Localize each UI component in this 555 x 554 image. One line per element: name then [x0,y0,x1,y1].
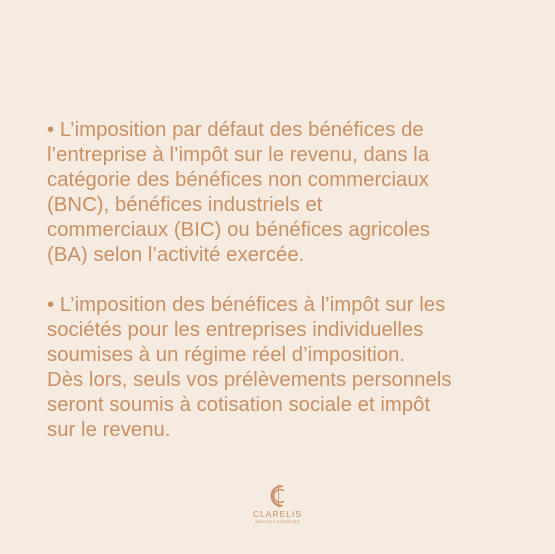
text-line: sur le revenu. [47,419,171,441]
text-line: • L’imposition des bénéfices à l’impôt sur les [47,294,446,316]
paragraph-corporate-tax [47,293,527,443]
text-line: (BNC), bénéfices industriels et [47,194,323,216]
text-line: • L’imposition par défaut des bénéfices de [47,119,424,141]
paragraph-default-taxation [47,118,527,268]
text-line: sociétés pour les entreprises individuelles [47,319,424,341]
text-line: (BA) selon l’activité exercée. [47,244,305,266]
brand-logo [0,483,555,524]
brand-tagline: AVOCATS ASSOCIÉS [255,519,300,524]
body-text [47,118,527,443]
text-line: soumises à un régime réel d’imposition. [47,344,406,366]
text-line: seront soumis à cotisation sociale et impôt [47,394,431,416]
text-line: Dès lors, seuls vos prélèvements personnels [47,369,452,391]
text-line: catégorie des bénéfices non commerciaux [47,169,429,191]
text-line: l’entreprise à l’impôt sur le revenu, dans la [47,144,430,166]
clarelis-logo-icon [264,483,292,509]
brand-name: CLARELIS [252,509,303,519]
text-line: commerciaux (BIC) ou bénéfices agricoles [47,219,430,241]
